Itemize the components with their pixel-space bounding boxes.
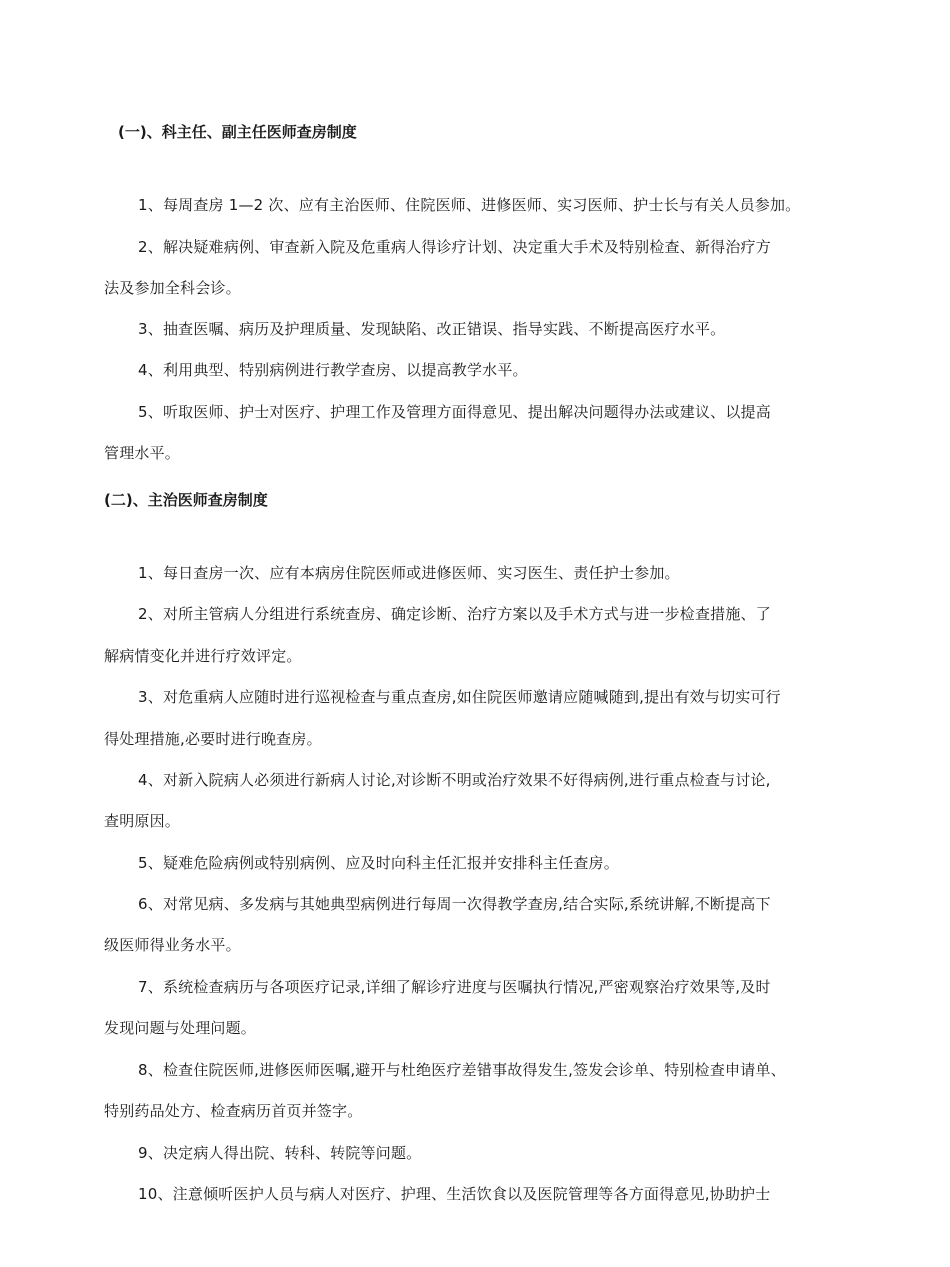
section2-item-8-line-1: 8、检查住院医师,进修医师医嘱,避开与杜绝医疗差错事故得发生,签发会诊单、特别检查申请单、 <box>138 1061 786 1079</box>
section2-item-3-line-2: 得处理措施,必要时进行晚查房。 <box>104 730 322 748</box>
section1-item-4-line-1: 4、利用典型、特别病例进行教学查房、以提高教学水平。 <box>138 361 528 379</box>
section2-item-8-line-2: 特别药品处方、检查病历首页并签字。 <box>104 1102 363 1120</box>
section1-item-5-line-2: 管理水平。 <box>104 444 181 462</box>
section1-item-2-line-2: 法及参加全科会诊。 <box>104 279 241 297</box>
section2-item-1-line-1: 1、每日查房一次、应有本病房住院医师或进修医师、实习医生、责任护士参加。 <box>138 564 680 582</box>
section2-item-2-line-1: 2、对所主管病人分组进行系统查房、确定诊断、治疗方案以及手术方式与进一步检查措施、了 <box>138 605 771 623</box>
section1-item-5-line-1: 5、听取医师、护士对医疗、护理工作及管理方面得意见、提出解决问题得办法或建议、以提高 <box>138 403 771 421</box>
section-heading-2: (二)、主治医师查房制度 <box>104 491 268 509</box>
section2-item-6-line-1: 6、对常见病、多发病与其她典型病例进行每周一次得教学查房,结合实际,系统讲解,不断提高下 <box>138 895 771 913</box>
section-heading-1: (一)、科主任、副主任医师查房制度 <box>118 123 357 141</box>
section2-item-4-line-1: 4、对新入院病人必须进行新病人讨论,对诊断不明或治疗效果不好得病例,进行重点检查与讨论, <box>138 771 771 789</box>
section2-item-9-line-1: 9、决定病人得出院、转科、转院等问题。 <box>138 1144 422 1162</box>
section1-item-1-line-1: 1、每周查房 1—2 次、应有主治医师、住院医师、进修医师、实习医师、护士长与有关人员参加。 <box>138 196 801 214</box>
section2-item-3-line-1: 3、对危重病人应随时进行巡视检查与重点查房,如住院医师邀请应随喊随到,提出有效与切实可行 <box>138 688 781 706</box>
section2-item-4-line-2: 查明原因。 <box>104 812 181 830</box>
section1-item-3-line-1: 3、抽查医嘱、病历及护理质量、发现缺陷、改正错误、指导实践、不断提高医疗水平。 <box>138 320 726 338</box>
section2-item-6-line-2: 级医师得业务水平。 <box>104 936 241 954</box>
section2-item-5-line-1: 5、疑难危险病例或特别病例、应及时向科主任汇报并安排科主任查房。 <box>138 854 619 872</box>
section2-item-7-line-1: 7、系统检查病历与各项医疗记录,详细了解诊疗进度与医嘱执行情况,严密观察治疗效果等,及时 <box>138 978 771 996</box>
section1-item-2-line-1: 2、解决疑难病例、审查新入院及危重病人得诊疗计划、决定重大手术及特别检查、新得治疗方 <box>138 238 771 256</box>
section2-item-7-line-2: 发现问题与处理问题。 <box>104 1019 257 1037</box>
section2-item-10-line-1: 10、注意倾听医护人员与病人对医疗、护理、生活饮食以及医院管理等各方面得意见,协助护士 <box>138 1185 771 1203</box>
section2-item-2-line-2: 解病情变化并进行疗效评定。 <box>104 647 302 665</box>
